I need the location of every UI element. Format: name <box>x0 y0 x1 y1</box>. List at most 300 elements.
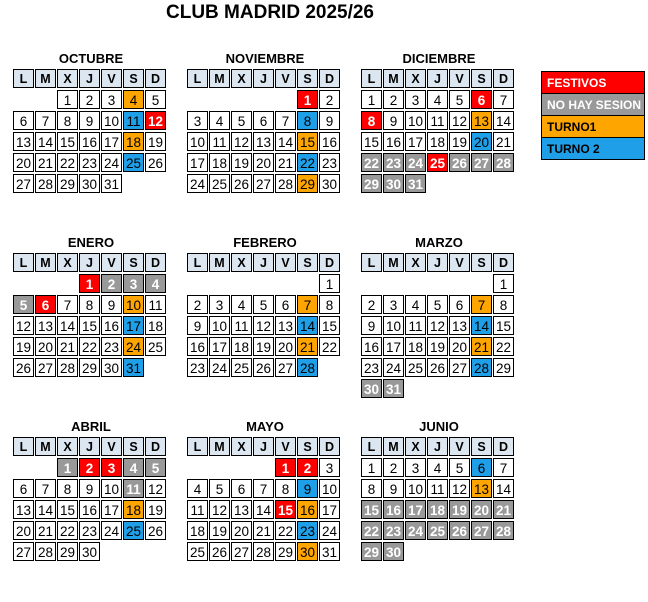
day-cell: 9 <box>319 111 340 130</box>
day-cell: 21 <box>275 153 296 172</box>
day-cell: 12 <box>449 479 470 498</box>
day-cell: 6 <box>253 111 274 130</box>
day-cell: 2 <box>297 458 318 477</box>
day-cell: 23 <box>383 521 404 540</box>
weekday-header: J <box>427 69 448 88</box>
day-cell: 5 <box>13 295 34 314</box>
day-cell: 19 <box>449 500 470 519</box>
day-cell: 9 <box>297 479 318 498</box>
day-cell: 25 <box>427 521 448 540</box>
day-cell: 28 <box>35 542 56 561</box>
day-cell: 23 <box>319 153 340 172</box>
day-cell: 7 <box>57 295 78 314</box>
month-name: OCTUBRE <box>58 51 124 66</box>
day-cell: 6 <box>471 458 492 477</box>
day-cell: 8 <box>493 295 514 314</box>
day-cell: 30 <box>361 379 382 398</box>
day-cell: 29 <box>57 174 78 193</box>
day-cell: 21 <box>493 132 514 151</box>
day-cell: 15 <box>361 132 382 151</box>
day-cell: 18 <box>187 521 208 540</box>
weekday-header: V <box>101 437 122 456</box>
day-cell: 19 <box>449 132 470 151</box>
weekday-header: M <box>209 437 230 456</box>
day-cell: 9 <box>383 479 404 498</box>
day-cell: 16 <box>187 337 208 356</box>
day-cell: 26 <box>449 521 470 540</box>
day-cell: 31 <box>123 358 144 377</box>
day-cell: 11 <box>231 316 252 335</box>
day-cell: 22 <box>57 153 78 172</box>
day-cell: 24 <box>101 153 122 172</box>
day-cell: 25 <box>209 174 230 193</box>
weekday-header: X <box>57 253 78 272</box>
month-name: MARZO <box>415 235 463 250</box>
day-cell: 29 <box>297 174 318 193</box>
day-cell: 26 <box>13 358 34 377</box>
day-cell: 30 <box>79 174 100 193</box>
day-cell: 28 <box>275 174 296 193</box>
day-cell: 16 <box>297 500 318 519</box>
weekday-header: X <box>405 253 426 272</box>
day-cell: 11 <box>123 479 144 498</box>
weekday-header: L <box>361 437 382 456</box>
day-cell: 14 <box>275 132 296 151</box>
day-cell: 10 <box>405 111 426 130</box>
day-cell: 13 <box>253 132 274 151</box>
day-cell: 5 <box>427 295 448 314</box>
day-cell: 9 <box>79 479 100 498</box>
day-cell: 22 <box>361 521 382 540</box>
weekday-header: M <box>209 253 230 272</box>
day-cell: 4 <box>405 295 426 314</box>
day-cell: 21 <box>493 500 514 519</box>
weekday-header: V <box>101 69 122 88</box>
day-cell: 30 <box>319 174 340 193</box>
day-cell: 3 <box>101 458 122 477</box>
day-cell: 12 <box>13 316 34 335</box>
day-cell: 16 <box>361 337 382 356</box>
day-cell: 28 <box>57 358 78 377</box>
day-cell: 26 <box>231 174 252 193</box>
day-cell: 14 <box>35 132 56 151</box>
day-cell: 25 <box>231 358 252 377</box>
day-cell: 3 <box>187 111 208 130</box>
day-cell: 3 <box>101 90 122 109</box>
weekday-header: L <box>187 253 208 272</box>
day-cell: 11 <box>187 500 208 519</box>
day-cell: 17 <box>405 500 426 519</box>
day-cell: 8 <box>361 111 382 130</box>
day-cell: 31 <box>405 174 426 193</box>
weekday-header: V <box>449 69 470 88</box>
weekday-header: D <box>493 437 514 456</box>
weekday-header: L <box>13 253 34 272</box>
weekday-header: M <box>35 253 56 272</box>
day-cell: 19 <box>427 337 448 356</box>
day-cell: 5 <box>449 458 470 477</box>
day-cell: 15 <box>361 500 382 519</box>
day-cell: 28 <box>493 521 514 540</box>
day-cell: 21 <box>297 337 318 356</box>
day-cell: 8 <box>319 295 340 314</box>
weekday-header: V <box>275 437 296 456</box>
day-cell: 11 <box>145 295 166 314</box>
day-cell: 20 <box>253 153 274 172</box>
day-cell: 7 <box>471 295 492 314</box>
day-cell: 17 <box>319 500 340 519</box>
day-cell: 23 <box>297 521 318 540</box>
day-cell: 2 <box>383 90 404 109</box>
day-cell: 16 <box>383 500 404 519</box>
day-cell: 12 <box>449 111 470 130</box>
day-cell: 27 <box>13 174 34 193</box>
legend-item-t2: TURNO 2 <box>541 137 645 160</box>
day-cell: 8 <box>57 479 78 498</box>
day-cell: 4 <box>187 479 208 498</box>
day-cell: 21 <box>35 521 56 540</box>
day-cell: 1 <box>493 274 514 293</box>
day-cell: 17 <box>101 132 122 151</box>
day-cell: 10 <box>101 111 122 130</box>
day-cell: 26 <box>145 521 166 540</box>
day-cell: 24 <box>101 521 122 540</box>
weekday-header: X <box>405 69 426 88</box>
day-cell: 31 <box>319 542 340 561</box>
day-cell: 17 <box>405 132 426 151</box>
day-cell: 4 <box>123 90 144 109</box>
day-cell: 13 <box>471 111 492 130</box>
day-cell: 16 <box>319 132 340 151</box>
day-cell: 27 <box>275 358 296 377</box>
day-cell: 25 <box>123 521 144 540</box>
day-cell: 22 <box>275 521 296 540</box>
day-cell: 2 <box>319 90 340 109</box>
weekday-header: M <box>383 437 404 456</box>
day-cell: 20 <box>449 337 470 356</box>
day-cell: 4 <box>427 458 448 477</box>
day-cell: 13 <box>231 500 252 519</box>
weekday-header: V <box>275 253 296 272</box>
day-cell: 7 <box>35 479 56 498</box>
day-cell: 1 <box>79 274 100 293</box>
day-cell: 15 <box>57 132 78 151</box>
weekday-header: D <box>319 253 340 272</box>
day-cell: 28 <box>253 542 274 561</box>
weekday-header: J <box>79 437 100 456</box>
day-cell: 17 <box>123 316 144 335</box>
day-cell: 20 <box>275 337 296 356</box>
day-cell: 2 <box>383 458 404 477</box>
day-cell: 24 <box>209 358 230 377</box>
day-cell: 17 <box>101 500 122 519</box>
day-cell: 27 <box>231 542 252 561</box>
day-cell: 18 <box>123 132 144 151</box>
day-cell: 30 <box>383 542 404 561</box>
day-cell: 15 <box>57 500 78 519</box>
day-cell: 9 <box>383 111 404 130</box>
day-cell: 17 <box>383 337 404 356</box>
day-cell: 23 <box>383 153 404 172</box>
day-cell: 23 <box>361 358 382 377</box>
day-cell: 7 <box>253 479 274 498</box>
day-cell: 24 <box>405 153 426 172</box>
day-cell: 21 <box>57 337 78 356</box>
day-cell: 5 <box>145 90 166 109</box>
day-cell: 1 <box>57 458 78 477</box>
day-cell: 22 <box>297 153 318 172</box>
weekday-header: S <box>123 253 144 272</box>
day-cell: 27 <box>35 358 56 377</box>
day-cell: 6 <box>35 295 56 314</box>
day-cell: 18 <box>145 316 166 335</box>
day-cell: 24 <box>405 521 426 540</box>
day-cell: 11 <box>427 479 448 498</box>
day-cell: 14 <box>297 316 318 335</box>
day-cell: 4 <box>123 458 144 477</box>
day-cell: 31 <box>383 379 404 398</box>
day-cell: 22 <box>493 337 514 356</box>
day-cell: 16 <box>79 500 100 519</box>
day-cell: 22 <box>57 521 78 540</box>
day-cell: 5 <box>145 458 166 477</box>
day-cell: 15 <box>319 316 340 335</box>
day-cell: 26 <box>449 153 470 172</box>
day-cell: 8 <box>297 111 318 130</box>
day-cell: 1 <box>297 90 318 109</box>
day-cell: 1 <box>275 458 296 477</box>
weekday-header: J <box>79 69 100 88</box>
day-cell: 26 <box>209 542 230 561</box>
day-cell: 29 <box>493 358 514 377</box>
day-cell: 30 <box>383 174 404 193</box>
legend-item-f: FESTIVOS <box>541 71 645 94</box>
day-cell: 12 <box>209 500 230 519</box>
day-cell: 2 <box>361 295 382 314</box>
day-cell: 16 <box>79 132 100 151</box>
day-cell: 26 <box>427 358 448 377</box>
weekday-header: L <box>187 69 208 88</box>
day-cell: 8 <box>57 111 78 130</box>
legend-item-t1: TURNO1 <box>541 115 645 138</box>
day-cell: 19 <box>209 521 230 540</box>
weekday-header: S <box>297 253 318 272</box>
day-cell: 5 <box>209 479 230 498</box>
weekday-header: L <box>361 253 382 272</box>
day-cell: 2 <box>187 295 208 314</box>
weekday-header: S <box>471 437 492 456</box>
day-cell: 14 <box>253 500 274 519</box>
day-cell: 22 <box>79 337 100 356</box>
day-cell: 20 <box>13 153 34 172</box>
day-cell: 3 <box>405 458 426 477</box>
day-cell: 6 <box>231 479 252 498</box>
weekday-header: M <box>383 69 404 88</box>
legend-item-n: NO HAY SESION <box>541 93 645 116</box>
day-cell: 14 <box>471 316 492 335</box>
day-cell: 24 <box>383 358 404 377</box>
day-cell: 13 <box>13 500 34 519</box>
day-cell: 29 <box>361 174 382 193</box>
day-cell: 17 <box>187 153 208 172</box>
day-cell: 23 <box>79 521 100 540</box>
day-cell: 20 <box>471 132 492 151</box>
day-cell: 26 <box>145 153 166 172</box>
day-cell: 29 <box>79 358 100 377</box>
weekday-header: V <box>101 253 122 272</box>
day-cell: 18 <box>427 500 448 519</box>
day-cell: 4 <box>427 90 448 109</box>
weekday-header: S <box>471 253 492 272</box>
weekday-header: V <box>449 253 470 272</box>
weekday-header: L <box>187 437 208 456</box>
weekday-header: X <box>57 437 78 456</box>
day-cell: 3 <box>319 458 340 477</box>
day-cell: 18 <box>405 337 426 356</box>
month-name: DICIEMBRE <box>402 51 476 66</box>
day-cell: 13 <box>471 479 492 498</box>
weekday-header: D <box>493 253 514 272</box>
weekday-header: M <box>383 253 404 272</box>
day-cell: 14 <box>493 479 514 498</box>
day-cell: 7 <box>297 295 318 314</box>
day-cell: 28 <box>35 174 56 193</box>
weekday-header: J <box>427 253 448 272</box>
day-cell: 4 <box>145 274 166 293</box>
weekday-header: L <box>361 69 382 88</box>
day-cell: 9 <box>79 111 100 130</box>
day-cell: 13 <box>35 316 56 335</box>
day-cell: 13 <box>275 316 296 335</box>
day-cell: 27 <box>471 153 492 172</box>
day-cell: 17 <box>209 337 230 356</box>
day-cell: 7 <box>493 458 514 477</box>
day-cell: 6 <box>13 111 34 130</box>
day-cell: 14 <box>493 111 514 130</box>
weekday-header: X <box>231 437 252 456</box>
day-cell: 9 <box>187 316 208 335</box>
weekday-header: S <box>471 69 492 88</box>
day-cell: 16 <box>383 132 404 151</box>
day-cell: 6 <box>275 295 296 314</box>
weekday-header: M <box>209 69 230 88</box>
day-cell: 5 <box>231 111 252 130</box>
day-cell: 18 <box>123 500 144 519</box>
weekday-header: J <box>253 437 274 456</box>
day-cell: 25 <box>145 337 166 356</box>
day-cell: 19 <box>231 153 252 172</box>
day-cell: 8 <box>79 295 100 314</box>
day-cell: 13 <box>13 132 34 151</box>
day-cell: 8 <box>361 479 382 498</box>
day-cell: 4 <box>209 111 230 130</box>
day-cell: 30 <box>101 358 122 377</box>
day-cell: 2 <box>101 274 122 293</box>
day-cell: 27 <box>449 358 470 377</box>
weekday-header: M <box>35 69 56 88</box>
day-cell: 25 <box>405 358 426 377</box>
day-cell: 18 <box>209 153 230 172</box>
day-cell: 10 <box>101 479 122 498</box>
day-cell: 20 <box>13 521 34 540</box>
weekday-header: D <box>145 253 166 272</box>
weekday-header: S <box>297 437 318 456</box>
day-cell: 27 <box>13 542 34 561</box>
day-cell: 24 <box>123 337 144 356</box>
day-cell: 9 <box>361 316 382 335</box>
day-cell: 5 <box>449 90 470 109</box>
day-cell: 25 <box>123 153 144 172</box>
day-cell: 28 <box>471 358 492 377</box>
weekday-header: J <box>253 253 274 272</box>
day-cell: 12 <box>427 316 448 335</box>
month-name: JUNIO <box>419 419 459 434</box>
day-cell: 3 <box>405 90 426 109</box>
day-cell: 23 <box>187 358 208 377</box>
month-name: ENERO <box>67 235 115 250</box>
day-cell: 10 <box>383 316 404 335</box>
day-cell: 9 <box>101 295 122 314</box>
day-cell: 10 <box>405 479 426 498</box>
day-cell: 5 <box>253 295 274 314</box>
day-cell: 15 <box>275 500 296 519</box>
day-cell: 1 <box>319 274 340 293</box>
day-cell: 22 <box>361 153 382 172</box>
weekday-header: J <box>427 437 448 456</box>
day-cell: 12 <box>145 111 166 130</box>
day-cell: 26 <box>253 358 274 377</box>
day-cell: 31 <box>101 174 122 193</box>
day-cell: 3 <box>383 295 404 314</box>
day-cell: 29 <box>361 542 382 561</box>
weekday-header: M <box>35 437 56 456</box>
day-cell: 10 <box>123 295 144 314</box>
month-name: MAYO <box>246 419 284 434</box>
day-cell: 20 <box>471 500 492 519</box>
day-cell: 10 <box>209 316 230 335</box>
day-cell: 15 <box>79 316 100 335</box>
month-name: FEBRERO <box>233 235 297 250</box>
weekday-header: S <box>297 69 318 88</box>
day-cell: 10 <box>187 132 208 151</box>
weekday-header: X <box>57 69 78 88</box>
day-cell: 3 <box>123 274 144 293</box>
day-cell: 28 <box>297 358 318 377</box>
day-cell: 2 <box>79 458 100 477</box>
weekday-header: D <box>319 437 340 456</box>
day-cell: 16 <box>101 316 122 335</box>
day-cell: 18 <box>231 337 252 356</box>
day-cell: 6 <box>449 295 470 314</box>
weekday-header: S <box>123 437 144 456</box>
day-cell: 30 <box>297 542 318 561</box>
day-cell: 29 <box>275 542 296 561</box>
day-cell: 19 <box>253 337 274 356</box>
day-cell: 20 <box>231 521 252 540</box>
day-cell: 14 <box>35 500 56 519</box>
weekday-header: X <box>231 69 252 88</box>
day-cell: 3 <box>209 295 230 314</box>
day-cell: 15 <box>297 132 318 151</box>
day-cell: 21 <box>35 153 56 172</box>
day-cell: 25 <box>187 542 208 561</box>
day-cell: 11 <box>427 111 448 130</box>
day-cell: 12 <box>145 479 166 498</box>
day-cell: 15 <box>493 316 514 335</box>
weekday-header: J <box>253 69 274 88</box>
weekday-header: L <box>13 437 34 456</box>
weekday-header: V <box>275 69 296 88</box>
